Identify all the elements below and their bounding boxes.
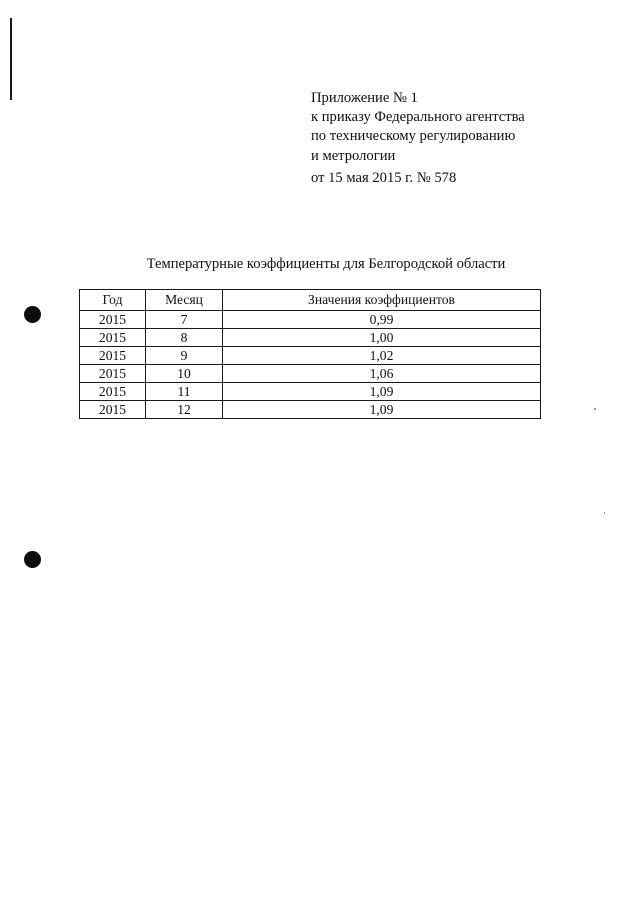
cell-month: 11 [146, 383, 223, 401]
table-row [80, 329, 541, 347]
cell-coefficient: 1,09 [223, 383, 541, 401]
cell-coefficient: 1,09 [223, 401, 541, 419]
appendix-agency-line: по техническому регулированию [311, 128, 516, 145]
cell-year: 2015 [80, 329, 146, 347]
header-month: Месяц [146, 290, 223, 311]
appendix-order-line: к приказу Федерального агентства [311, 109, 525, 126]
cell-month: 10 [146, 365, 223, 383]
cell-month: 7 [146, 311, 223, 329]
cell-year: 2015 [80, 347, 146, 365]
appendix-number: Приложение № 1 [311, 90, 418, 106]
document-heading: Температурные коэффициенты для Белгородской области [146, 256, 506, 272]
table-row [80, 311, 541, 329]
scan-speck [604, 512, 605, 514]
punch-hole [24, 551, 41, 568]
cell-year: 2015 [80, 365, 146, 383]
table-row [80, 365, 541, 383]
cell-coefficient: 0,99 [223, 311, 541, 329]
appendix-agency-line: и метрологии [311, 147, 396, 164]
cell-year: 2015 [80, 311, 146, 329]
cell-coefficient: 1,06 [223, 365, 541, 383]
table-row [80, 383, 541, 401]
cell-month: 12 [146, 401, 223, 419]
cell-year: 2015 [80, 383, 146, 401]
coefficients-table [79, 289, 541, 419]
cell-month: 9 [146, 347, 223, 365]
appendix-date: от 15 мая 2015 г. № 578 [311, 169, 457, 186]
scan-edge-line [10, 18, 12, 100]
table-row [80, 401, 541, 419]
cell-month: 8 [146, 329, 223, 347]
cell-year: 2015 [80, 401, 146, 419]
cell-coefficient: 1,00 [223, 329, 541, 347]
punch-hole [24, 306, 41, 323]
appendix-reference [311, 89, 621, 188]
cell-coefficient: 1,02 [223, 347, 541, 365]
scan-speck [594, 408, 596, 410]
header-coefficient: Значения коэффициентов [223, 290, 541, 311]
header-year: Год [80, 290, 146, 311]
table-row [80, 347, 541, 365]
table-header-row [80, 290, 541, 311]
